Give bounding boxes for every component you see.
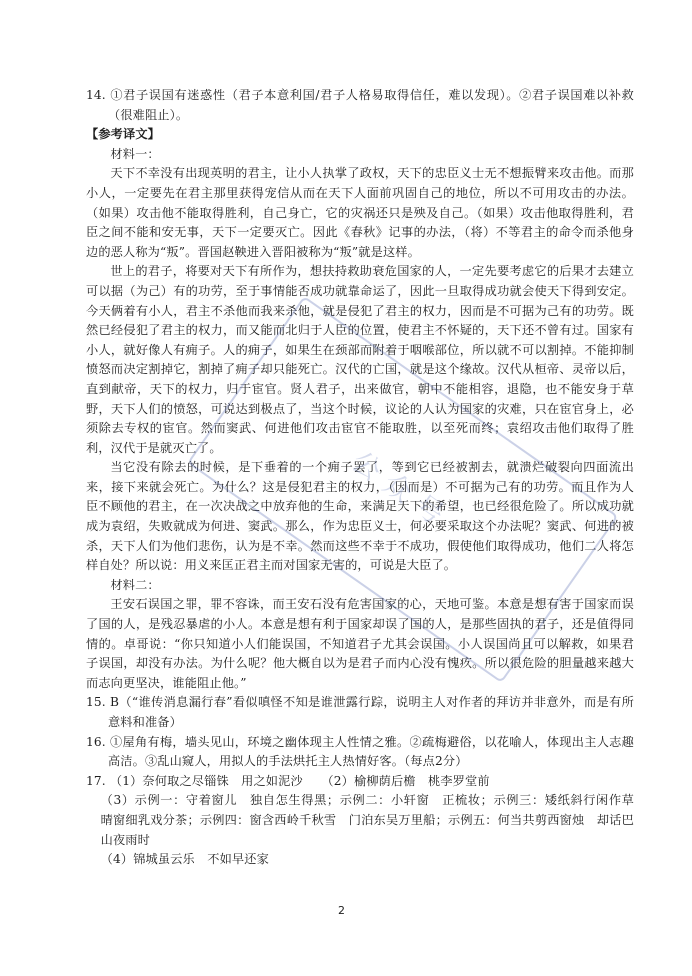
material-two-label: 材料二： bbox=[110, 577, 160, 592]
question-15-answer: 15. B（“谁传消息漏行春”看似嗔怪不知是谁泄露行踪，说明主人对作者的拜访并非意外，而是有所意料和准备） bbox=[86, 695, 634, 729]
page-number: 2 bbox=[338, 904, 345, 917]
material-two-paragraph: 王安石误国之罪，罪不容诛，而王安石没有危害国家的心，天地可鉴。本意是想有害于国家而误了国的人，是残忍暴虐的小人。本意是想有利于国家却误了国的人，是那些固执的君子，还是值得同情的。卓哥说：“你只知道小人们能误国，不知道君子尤其会误国。小人误国尚且可以解救，如果君子误国，却没有办法。为什么呢？他大概自以为是君子而内心没有愧疚。所以很危险的胆量越来越大而志向更坚决，谁能阻止他。” bbox=[86, 597, 634, 690]
material-one-label: 材料一： bbox=[110, 146, 160, 161]
question-17-answer-part-4: （4）锦城虽云乐 不如早还家 bbox=[100, 852, 269, 867]
watermark-text: 公众号 bbox=[345, 444, 459, 537]
reference-translation-heading: 【参考译文】 bbox=[86, 127, 161, 142]
material-one-paragraph-3: 当它没有除去的时候，是下垂着的一个痈子罢了，等到它已经被割去，就溃烂破裂向四面流出来，接下来就会死亡。为什么？这是侵犯君主的权力，（因而是）不可据为己有的功劳。而且作为人臣不顾他的君主，在一次决战之中放弃他的生命，来满足天下的希望，也已经很危险了。所以成功就成为袁绍，失败就成为何进、窦武。那么，作为忠臣义士，何必要采取这个办法呢？窦武、何进的被杀，天下人们为他们悲伤，认为是不幸。然而这些不幸于不成功，假使他们取得成功，他们二人将怎样自处？所以说：用义来匡正君主而对国家无害的，可说是大臣了。 bbox=[86, 460, 634, 573]
answer-text bbox=[86, 86, 647, 870]
question-14-answer: 14. ①君子误国有迷惑性（君子本意利国/君子人格易取得信任，难以发现）。②君子误国难以补救（很难阻止）。 bbox=[86, 88, 634, 122]
material-one-paragraph-2: 世上的君子，将要对天下有所作为，想扶持救助衰危国家的人，一定先要考虑它的后果才去建立可以据（为己）有的功劳，至于事情能否成功就靠命运了，因此一旦取得成功就会使天下得到安定。今天俩着有小人，君主不杀他而我来杀他，就是侵犯了君主的权力，因而是不可据为己有的功劳。既然已经侵犯了君主的权力，而又能而北归于人臣的位置，使君主不怀疑的，天下还不曾有过。国家有小人，就好像人有痈子。人的痈子，如果生在颈部而附着于咽喉部位，所以就不可以割掉。不能抑制愤怒而决定割掉它，割掉了痈子却只能死亡。汉代的亡国，就是这个缘故。汉代从桓帝、灵帝以后，直到献帝，天下的权力，归于宦官。贤人君子，出来做官，朝中不能相容，退隐，也不能安身于草野，天下人们的愤怒，可说达到极点了，当这个时候，议论的人认为国家的灾难，只在宦官身上，必须除去专权的宦官。然而窦武、何进他们攻击宦官不能取胜，以至死而终；袁绍攻击他们取得了胜利，汉代于是就灭亡了。 bbox=[86, 264, 634, 455]
question-16-answer: 16. ①屋角有梅，墙头见山，环境之幽体现主人性情之雅。②疏梅避俗，以花喻人，体现出主人志趣高洁。③乱山窥人，用拟人的手法烘托主人热情好客。（每点2分） bbox=[86, 734, 634, 769]
question-17-answer-part-1-2: 17. （1）奈何取之尽锱铢 用之如泥沙 （2）榆柳荫后檐 桃李罗堂前 bbox=[86, 773, 490, 788]
material-one-paragraph-1: 天下不幸没有出现英明的君主，让小人执掌了政权，天下的忠臣义士无不想振臂来攻击他。而那小人，一定要先在君主那里获得宠信从而在天下人面前巩固自己的地位，所以不可用攻击的办法。（如果）攻击他不能取得胜利，自己身亡，它的灾祸还只是殃及自己。（如果）攻击他取得胜利，君臣之间不能和安无事，天下一定要灭亡。因此《春秋》记事的办法，（将）不等君主的命令而杀他身边的恶人称为“叛”。晋国赵鞅进入晋阳被称为“叛”就是这样。 bbox=[86, 166, 634, 259]
question-17-answer-part-3: （3）示例一：守着窗儿 独自怎生得黑；示例二：小轩窗 正梳妆；示例三：矮纸斜行闲作草 晴窗细乳戏分茶；示例四：窗含西岭千秋雪 门泊东吴万里船；示例五：何当共剪西窗烛 却话巴山夜雨时 bbox=[100, 793, 647, 847]
